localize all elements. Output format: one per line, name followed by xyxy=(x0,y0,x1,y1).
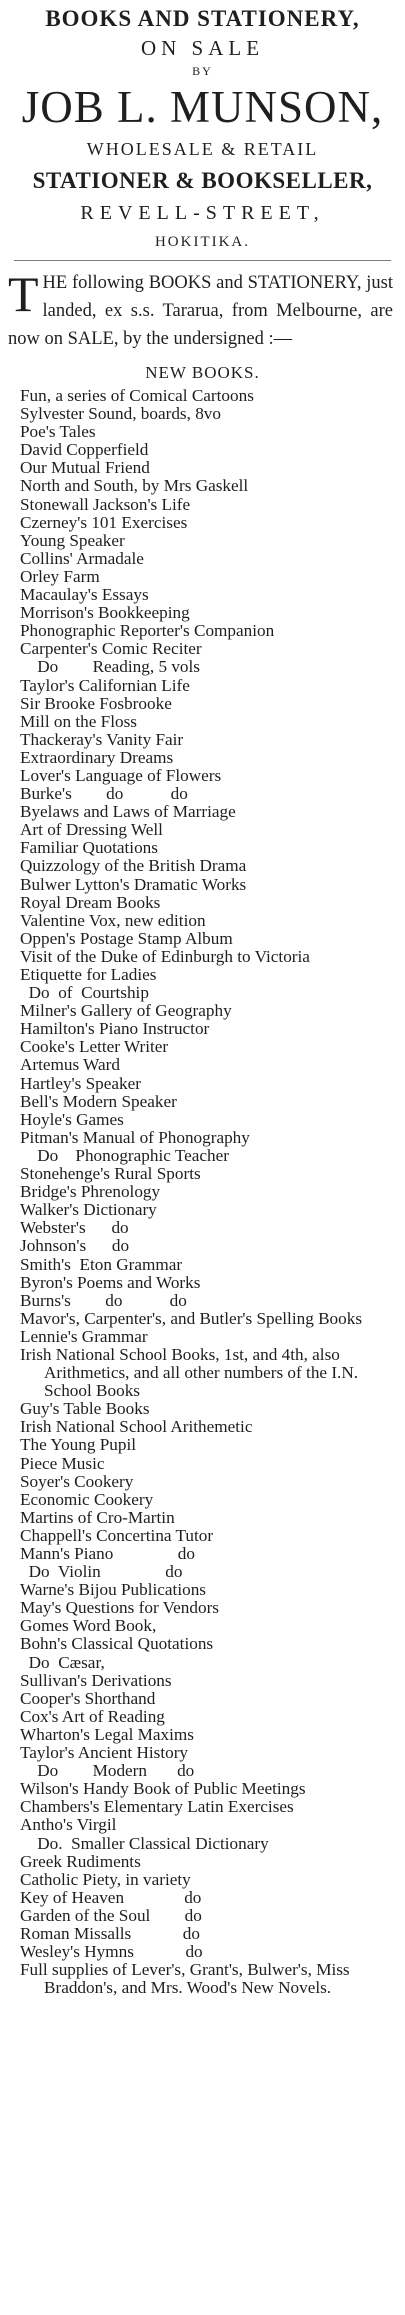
list-item: Roman Missalls do xyxy=(20,1923,200,1943)
list-item: Hartley's Speaker xyxy=(20,1073,141,1093)
list-item: Mann's Piano do xyxy=(20,1544,195,1563)
list-item: Mill on the Floss xyxy=(20,711,137,731)
list-item: Stonewall Jackson's Life xyxy=(20,494,191,514)
trade-title: STATIONER & BOOKSELLER, xyxy=(32,168,373,193)
list-item: Walker's Dictionary xyxy=(20,1200,157,1220)
list-item: Etiquette for Ladies xyxy=(20,965,157,984)
list-item: Quizzology of the British Drama xyxy=(20,856,247,876)
list-item: Piece Music xyxy=(20,1453,105,1473)
list-item: Smith's Eton Grammar xyxy=(20,1254,183,1274)
list-item: Stonehenge's Rural Sports xyxy=(20,1164,201,1184)
list-item: Martins of Cro-Martin xyxy=(20,1507,175,1527)
list-item: Familiar Quotations xyxy=(20,838,158,858)
list-item: Full supplies of Lever's, Grant's, Bulwer's, Miss Braddon's, and Mrs. Wood's New Novels. xyxy=(20,1960,354,1998)
list-item: Sylvester Sound, boards, 8vo xyxy=(20,404,221,424)
list-item: Taylor's Californian Life xyxy=(20,675,190,695)
advert-header xyxy=(6,4,399,256)
list-item: Do Cæsar, xyxy=(20,1652,105,1672)
merchant-name: JOB L. MUNSON, xyxy=(21,82,384,132)
list-item: Poe's Tales xyxy=(20,422,96,442)
list-item: Irish National School Books, 1st, and 4th, also Arithmetics, and all other numbers of the I.N. School Books xyxy=(20,1344,363,1401)
list-item: Byelaws and Laws of Marriage xyxy=(20,802,236,822)
list-item: Gomes Word Book, xyxy=(20,1616,157,1636)
headline: BOOKS AND STATIONERY, xyxy=(45,6,360,31)
list-item: Do Phonographic Teacher xyxy=(20,1145,229,1165)
list-item: Lennie's Grammar xyxy=(20,1326,148,1346)
list-item: Wilson's Handy Book of Public Meetings xyxy=(20,1779,306,1799)
list-item: Catholic Piety, in variety xyxy=(20,1869,191,1889)
list-item: Royal Dream Books xyxy=(20,892,161,912)
list-item: Guy's Table Books xyxy=(20,1399,150,1419)
list-item: Burke's do do xyxy=(20,784,188,804)
list-item: Johnson's do xyxy=(20,1236,130,1256)
trade-line: WHOLESALE & RETAIL xyxy=(86,139,319,159)
list-item: Artemus Ward xyxy=(20,1055,120,1075)
drop-cap: T xyxy=(8,266,39,322)
list-item: Extraordinary Dreams xyxy=(20,747,174,767)
list-item: Bell's Modern Speaker xyxy=(20,1091,177,1111)
list-item: Cooper's Shorthand xyxy=(20,1688,156,1708)
town: HOKITIKA. xyxy=(154,234,251,250)
list-item: Cooke's Letter Writer xyxy=(20,1037,169,1057)
list-item: North and South, by Mrs Gaskell xyxy=(20,476,249,496)
list-item: Do of Courtship xyxy=(20,983,149,1003)
list-item: Bulwer Lytton's Dramatic Works xyxy=(20,874,247,894)
list-item: Orley Farm xyxy=(20,566,100,586)
list-item: Soyer's Cookery xyxy=(20,1471,134,1491)
list-item: Lover's Language of Flowers xyxy=(20,765,222,785)
list-item: Sullivan's Derivations xyxy=(20,1670,172,1690)
list-item: Sir Brooke Fosbrooke xyxy=(20,693,172,713)
list-item: Antho's Virgil xyxy=(20,1815,117,1835)
list-item: Do. Smaller Classical Dictionary xyxy=(20,1833,269,1853)
list-item: David Copperfield xyxy=(20,440,149,460)
list-item: Burns's do do xyxy=(20,1290,187,1310)
list-item: Milner's Gallery of Geography xyxy=(20,1001,232,1021)
list-item: Taylor's Ancient History xyxy=(20,1743,189,1763)
list-item: The Young Pupil xyxy=(20,1435,137,1455)
list-item: Wesley's Hymns do xyxy=(20,1942,203,1962)
list-item: Macaulay's Essays xyxy=(20,585,149,605)
list-item: Phonographic Reporter's Companion xyxy=(20,621,275,641)
list-item: Our Mutual Friend xyxy=(20,458,150,478)
list-item: May's Questions for Vendors xyxy=(20,1598,219,1618)
list-item: Carpenter's Comic Reciter xyxy=(20,639,202,659)
list-item: Visit of the Duke of Edinburgh to Victoria xyxy=(20,946,310,966)
by-line: BY xyxy=(192,64,213,78)
list-item: Oppen's Postage Stamp Album xyxy=(20,928,233,948)
list-item: Young Speaker xyxy=(20,530,125,550)
list-item: Czerney's 101 Exercises xyxy=(20,512,188,532)
on-sale-line: ON SALE xyxy=(140,36,265,60)
list-item: Economic Cookery xyxy=(20,1489,154,1509)
list-item: Hamilton's Piano Instructor xyxy=(20,1019,210,1039)
list-item: Garden of the Soul do xyxy=(20,1905,202,1925)
list-item: Greek Rudiments xyxy=(20,1851,141,1871)
list-item: Thackeray's Vanity Fair xyxy=(20,729,184,749)
street-address: REVELL-STREET, xyxy=(80,202,325,224)
list-item: Fun, a series of Comical Cartoons xyxy=(20,386,254,405)
list-item: Art of Dressing Well xyxy=(20,820,163,840)
list-item: Do Modern do xyxy=(20,1761,195,1781)
list-item: Bohn's Classical Quotations xyxy=(20,1634,214,1654)
list-item: Do Violin do xyxy=(20,1562,183,1582)
list-item: Hoyle's Games xyxy=(20,1109,124,1129)
book-list xyxy=(6,387,399,1997)
list-item: Bridge's Phrenology xyxy=(20,1182,161,1202)
list-item: Byron's Poems and Works xyxy=(20,1272,201,1292)
list-item: Do Reading, 5 vols xyxy=(20,657,200,677)
list-item: Morrison's Bookkeeping xyxy=(20,603,190,623)
list-item: Webster's do xyxy=(20,1218,129,1238)
list-item: Valentine Vox, new edition xyxy=(20,910,206,930)
divider xyxy=(14,260,391,261)
list-item: Irish National School Arithemetic xyxy=(20,1417,253,1437)
list-item: Key of Heaven do xyxy=(20,1887,202,1907)
list-item: Wharton's Legal Maxims xyxy=(20,1724,194,1744)
intro-paragraph xyxy=(8,266,393,353)
list-item: Cox's Art of Reading xyxy=(20,1706,165,1726)
list-item: Collins' Armadale xyxy=(20,548,144,568)
list-item: Warne's Bijou Publications xyxy=(20,1580,206,1600)
list-item: Pitman's Manual of Phonography xyxy=(20,1127,250,1147)
list-item: Chappell's Concertina Tutor xyxy=(20,1525,214,1545)
list-item: Mavor's, Carpenter's, and Butler's Spelling Books xyxy=(20,1308,363,1328)
intro-text: HE following BOOKS and STATIONERY, just landed, ex s.s. Tararua, from Melbourne, are now on SALE, by the undersigned :— xyxy=(8,273,393,349)
section-title: NEW BOOKS. xyxy=(145,363,260,382)
list-item: Chambers's Elementary Latin Exercises xyxy=(20,1797,294,1817)
